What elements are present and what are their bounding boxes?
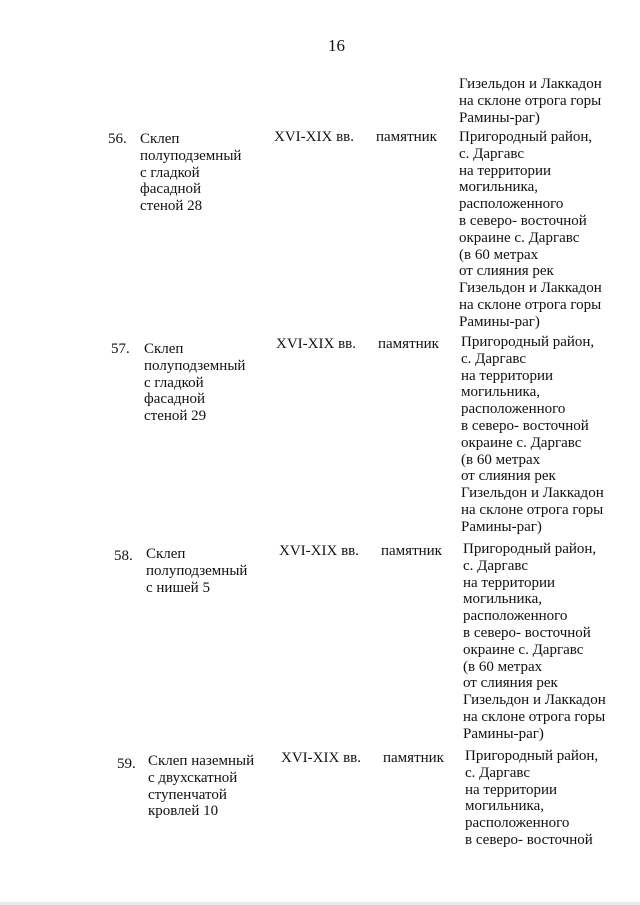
period: XVI-XIX вв. bbox=[274, 129, 354, 145]
text-line: Склеп наземный bbox=[148, 753, 255, 769]
text-line: Склеп bbox=[140, 131, 180, 147]
text-line: Пригородный район, bbox=[459, 129, 593, 145]
text-line: Гизельдон и Лаккадон bbox=[459, 76, 602, 92]
monument-name bbox=[148, 753, 254, 820]
text-line: Гизельдон и Лаккадон bbox=[459, 280, 602, 297]
text-line: в северо- восточной bbox=[465, 831, 593, 848]
text-line: Рамины-раг) bbox=[461, 518, 542, 535]
text-line: Рамины-раг) bbox=[463, 725, 544, 742]
text-line: Рамины-раг) bbox=[459, 109, 540, 126]
text-line: могильника, bbox=[465, 798, 545, 815]
text-line: окраине с. Даргавс bbox=[461, 434, 582, 451]
text-line: полуподземный bbox=[146, 562, 248, 579]
text-line: с. Даргавс bbox=[461, 350, 527, 367]
text-line: (в 60 метрах bbox=[459, 246, 539, 263]
period: XVI-XIX вв. bbox=[276, 336, 356, 352]
text-line: от слияния рек bbox=[461, 468, 556, 485]
text-line: на территории bbox=[459, 162, 552, 179]
text-line: расположенного bbox=[459, 196, 564, 213]
text-line: с гладкой bbox=[144, 374, 204, 391]
text-line: Пригородный район, bbox=[463, 541, 597, 557]
location bbox=[463, 541, 606, 743]
location bbox=[461, 334, 604, 536]
text-line: с. Даргавс bbox=[465, 764, 531, 781]
text-line: ступенчатой bbox=[148, 786, 227, 803]
text-line: на склоне отрога горы bbox=[459, 296, 602, 313]
text-line: на территории bbox=[463, 574, 556, 591]
text-line: Склеп bbox=[146, 546, 186, 562]
monument-name bbox=[140, 131, 241, 215]
category: памятник bbox=[381, 543, 442, 559]
category: памятник bbox=[378, 336, 439, 352]
row-number: 59. bbox=[117, 756, 136, 772]
text-line: на территории bbox=[465, 781, 558, 798]
category: памятник bbox=[376, 129, 437, 145]
text-line: с. Даргавс bbox=[463, 557, 529, 574]
text-line: Склеп bbox=[144, 341, 184, 357]
text-line: могильника, bbox=[463, 591, 543, 608]
location bbox=[459, 129, 602, 331]
text-line: фасадной bbox=[140, 181, 202, 198]
text-line: полуподземный bbox=[144, 357, 246, 374]
text-line: с. Даргавс bbox=[459, 145, 525, 162]
text-line: (в 60 метрах bbox=[461, 451, 541, 468]
text-line: с нишей 5 bbox=[146, 579, 210, 596]
text-line: от слияния рек bbox=[463, 675, 558, 692]
text-line: Пригородный район, bbox=[465, 748, 599, 764]
monument-name bbox=[146, 546, 247, 596]
text-line: Рамины-раг) bbox=[459, 313, 540, 330]
text-line: Пригородный район, bbox=[461, 334, 595, 350]
text-line: Гизельдон и Лаккадон bbox=[463, 692, 606, 709]
period: XVI-XIX вв. bbox=[279, 543, 359, 559]
page-number: 16 bbox=[328, 36, 345, 55]
category: памятник bbox=[383, 750, 444, 766]
text-line: окраине с. Даргавс bbox=[463, 641, 584, 658]
text-line: стеной 28 bbox=[140, 198, 203, 215]
text-line: Гизельдон и Лаккадон bbox=[461, 485, 604, 502]
location bbox=[465, 748, 598, 849]
row-number: 58. bbox=[114, 548, 133, 564]
text-line: на склоне отрога горы bbox=[463, 708, 606, 725]
text-line: в северо- восточной bbox=[463, 624, 591, 641]
text-line: в северо- восточной bbox=[459, 212, 587, 229]
text-line: с двухскатной bbox=[148, 769, 238, 786]
text-line: от слияния рек bbox=[459, 263, 554, 280]
text-line: фасадной bbox=[144, 391, 206, 408]
text-line: стеной 29 bbox=[144, 408, 207, 425]
text-line: могильника, bbox=[461, 384, 541, 401]
text-line: (в 60 метрах bbox=[463, 658, 543, 675]
text-line: могильника, bbox=[459, 179, 539, 196]
text-line: кровлей 10 bbox=[148, 803, 219, 820]
row-number: 57. bbox=[111, 341, 130, 357]
text-line: с гладкой bbox=[140, 164, 200, 181]
monument-name bbox=[144, 341, 245, 425]
leading-location-text bbox=[459, 76, 602, 126]
text-line: полуподземный bbox=[140, 147, 242, 164]
text-line: в северо- восточной bbox=[461, 417, 589, 434]
text-line: на склоне отрога горы bbox=[461, 501, 604, 518]
text-line: на территории bbox=[461, 367, 554, 384]
text-line: окраине с. Даргавс bbox=[459, 229, 580, 246]
text-line: расположенного bbox=[461, 401, 566, 418]
period: XVI-XIX вв. bbox=[281, 750, 361, 766]
text-line: на склоне отрога горы bbox=[459, 92, 602, 109]
row-number: 56. bbox=[108, 131, 127, 147]
text-line: расположенного bbox=[463, 608, 568, 625]
text-line: расположенного bbox=[465, 815, 570, 832]
